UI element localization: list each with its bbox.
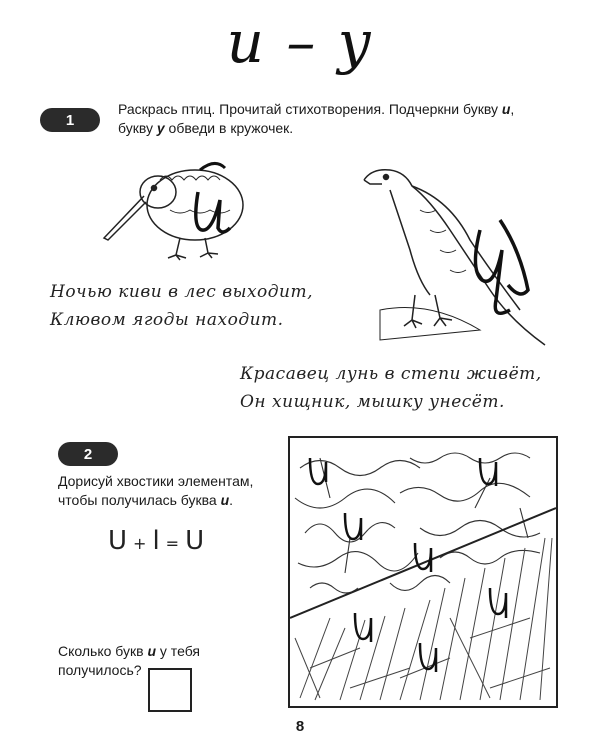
letter-formula [108,526,204,556]
task-1-text-part: Раскрась птиц. Прочитай стихотворения. Подчеркни букву [118,101,502,117]
kiwi-bird-image [100,150,270,265]
task-1-text-part: обведи в кружочек. [164,120,294,136]
task-1-instruction [118,100,568,138]
task-2-letter: и [220,492,230,508]
task-1-text-part: , [510,101,515,117]
formula-result: U [185,526,205,556]
page-number: 8 [295,718,305,735]
formula-plus: + [133,534,147,553]
task-1-number: 1 [65,111,75,129]
task-1-text-part: букву [118,120,157,136]
poem-kiwi-line-2: Клювом ягоды находит. [50,310,284,330]
poem-harrier-line-1: Красавец лунь в степи живёт, [240,364,542,384]
formula-element-left: U [108,526,128,556]
task-2-number: 2 [83,445,93,463]
harrier-bird-image [360,160,560,350]
task-2-text-part: . [229,492,234,508]
formula-element-tail: l [152,526,160,556]
task-1-badge [40,108,100,132]
answer-box[interactable] [148,668,192,712]
task-2-text-part: Дорисуй хвостики элементам, чтобы получилась буква [58,473,254,508]
poem-kiwi [50,278,313,334]
task-1-letter-u: у [156,120,165,136]
poem-harrier-line-2: Он хищник, мышку унесёт. [240,392,505,412]
task-2-text-part: Сколько букв [58,643,148,659]
task-1-letter-i: и [501,101,511,117]
poem-harrier [240,360,542,416]
poem-kiwi-line-1: Ночью киви в лес выходит, [50,282,314,302]
page-title: и – у [226,8,374,76]
task-2-question-letter: и [147,643,157,659]
formula-equals: = [165,534,180,553]
task-2-text-part: у тебя получилось? [58,643,200,678]
task-2-instruction [58,472,278,510]
task-2-badge [58,442,118,466]
hidden-letters-puzzle[interactable] [288,436,558,708]
